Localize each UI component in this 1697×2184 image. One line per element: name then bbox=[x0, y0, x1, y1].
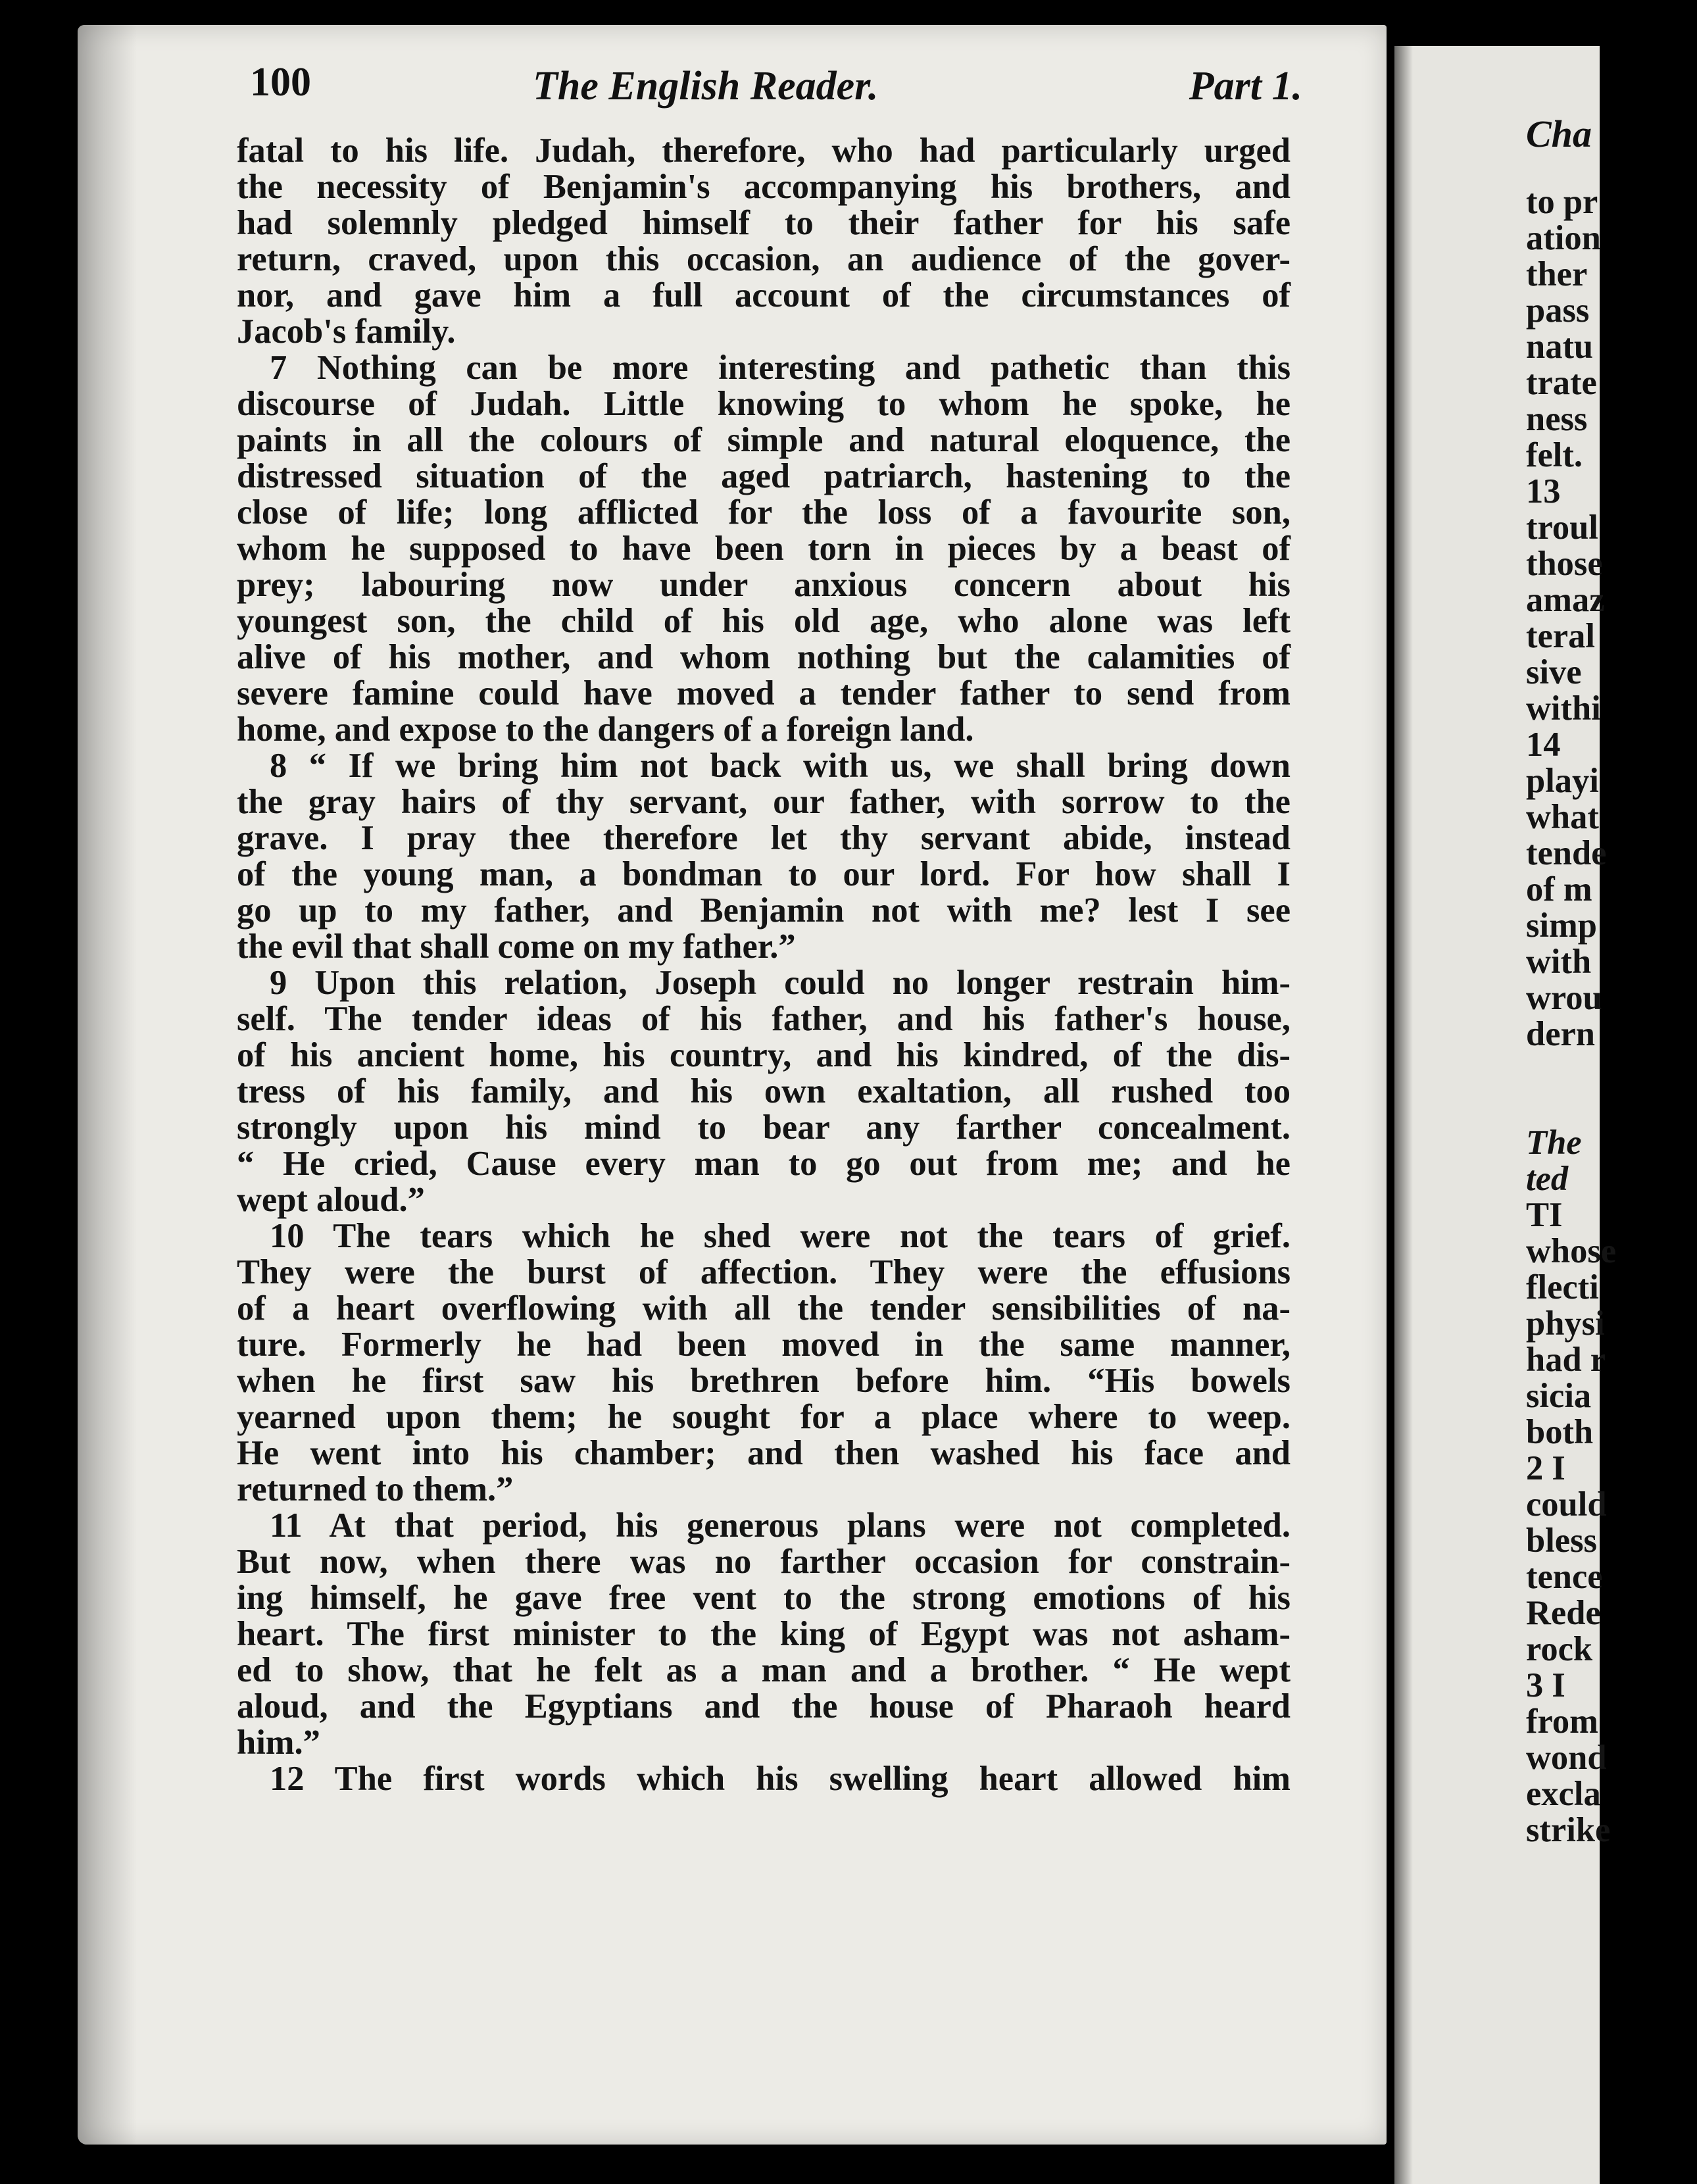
text-line: Jacob's family. bbox=[237, 312, 456, 351]
text-line: discourse of Judah. Little knowing to whom he spoke, he bbox=[237, 385, 1291, 423]
text-line: 13 bbox=[1526, 472, 1561, 510]
text-line: They were the burst of affection. They were the effusions bbox=[237, 1253, 1291, 1291]
text-line: alive of his mother, and whom nothing but the calamities of bbox=[237, 638, 1291, 676]
text-line: nor, and gave him a full account of the circumstances of bbox=[237, 276, 1291, 314]
text-line: prey; labouring now under anxious concern about his bbox=[237, 566, 1291, 604]
text-line: Rede bbox=[1526, 1594, 1601, 1632]
text-line: him.” bbox=[237, 1724, 320, 1762]
text-line: 9 Upon this relation, Joseph could no longer restrain him- bbox=[270, 964, 1291, 1002]
text-line: what bbox=[1526, 798, 1599, 836]
page-number: 100 bbox=[250, 60, 311, 105]
text-line: paints in all the colours of simple and natural eloquence, the bbox=[237, 421, 1291, 459]
text-line: felt. bbox=[1526, 436, 1583, 474]
text-line: excla bbox=[1526, 1775, 1601, 1813]
text-line: wept aloud.” bbox=[237, 1181, 425, 1219]
text-line: go up to my father, and Benjamin not with me? lest I see bbox=[237, 891, 1291, 930]
text-line: 14 bbox=[1526, 726, 1561, 764]
text-line: ness bbox=[1526, 400, 1588, 438]
text-line: dern bbox=[1526, 1015, 1595, 1053]
text-line: wrou bbox=[1526, 979, 1602, 1017]
text-line: distressed situation of the aged patriarch, hastening to the bbox=[237, 457, 1291, 495]
text-line: from bbox=[1526, 1702, 1598, 1741]
book-gutter bbox=[1387, 59, 1394, 2138]
section-heading-fragment: The bbox=[1526, 1124, 1582, 1162]
right-page-text bbox=[1526, 184, 1697, 1849]
body-text bbox=[237, 133, 1291, 1797]
text-line: aloud, and the Egyptians and the house of Pharaoh heard bbox=[237, 1687, 1291, 1725]
text-line: “ He cried, Cause every man to go out from me; and he bbox=[237, 1145, 1291, 1183]
text-line: of his ancient home, his country, and his kindred, of the dis- bbox=[237, 1036, 1291, 1074]
text-line: troul bbox=[1526, 509, 1598, 547]
text-line: physi bbox=[1526, 1304, 1605, 1343]
text-line: tress of his family, and his own exaltation, all rushed too bbox=[237, 1072, 1291, 1110]
running-title: The English Reader. bbox=[533, 64, 879, 109]
text-line: 10 The tears which he shed were not the tears of grief. bbox=[270, 1217, 1291, 1255]
text-line: 11 At that period, his generous plans were not completed. bbox=[270, 1506, 1291, 1545]
text-line: close of life; long afflicted for the loss of a favourite son, bbox=[237, 493, 1291, 532]
text-line: the evil that shall come on my father.” bbox=[237, 928, 796, 966]
text-line: bless bbox=[1526, 1522, 1597, 1560]
text-line: heart. The first minister to the king of Egypt was not asham- bbox=[237, 1615, 1291, 1653]
text-line: strongly upon his mind to bear any farther concealment. bbox=[237, 1108, 1291, 1147]
right-book-page bbox=[1394, 46, 1617, 2184]
text-line: 7 Nothing can be more interesting and pathetic than this bbox=[270, 349, 1291, 387]
section-heading-fragment: ted bbox=[1526, 1160, 1569, 1198]
text-line: self. The tender ideas of his father, and his father's house, bbox=[237, 1000, 1291, 1038]
text-line: ther bbox=[1526, 255, 1588, 293]
text-line: with bbox=[1526, 943, 1592, 981]
text-line: rock bbox=[1526, 1630, 1593, 1668]
text-line: sive bbox=[1526, 653, 1582, 691]
text-line: the gray hairs of thy servant, our father, with sorrow to the bbox=[237, 783, 1291, 821]
text-line: of a heart overflowing with all the tender sensibilities of na- bbox=[237, 1289, 1291, 1328]
text-line: pass bbox=[1526, 291, 1590, 330]
text-line: 8 “ If we bring him not back with us, we shall bring down bbox=[270, 747, 1291, 785]
text-line: 3 I bbox=[1526, 1666, 1565, 1704]
page-header bbox=[171, 59, 1302, 132]
text-line: ation bbox=[1526, 219, 1601, 257]
text-line: ing himself, he gave free vent to the strong emotions of his bbox=[237, 1579, 1291, 1617]
text-line: severe famine could have moved a tender father to send from bbox=[237, 674, 1291, 712]
text-line: tence bbox=[1526, 1558, 1603, 1596]
text-line: But now, when there was no farther occasion for constrain- bbox=[237, 1543, 1291, 1581]
text-line: of the young man, a bondman to our lord. For how shall I bbox=[237, 855, 1291, 893]
text-line: trate bbox=[1526, 364, 1597, 402]
section-gap bbox=[1526, 1053, 1697, 1089]
text-line: had r bbox=[1526, 1341, 1606, 1379]
text-line: tende bbox=[1526, 834, 1607, 872]
text-line: strike bbox=[1526, 1811, 1611, 1849]
text-line: 2 I bbox=[1526, 1449, 1565, 1487]
text-line: returned to them.” bbox=[237, 1470, 514, 1508]
text-line: 12 The first words which his swelling heart allowed him bbox=[270, 1760, 1291, 1798]
part-label: Part 1. bbox=[1189, 64, 1302, 109]
text-line: both bbox=[1526, 1413, 1594, 1451]
text-line: yearned upon them; he sought for a place where to weep. bbox=[237, 1398, 1291, 1436]
text-line: playi bbox=[1526, 762, 1599, 800]
text-line: natu bbox=[1526, 328, 1594, 366]
text-line: ture. Formerly he had been moved in the same manner, bbox=[237, 1326, 1291, 1364]
text-line: whose bbox=[1526, 1232, 1617, 1270]
text-line: flecti bbox=[1526, 1268, 1599, 1306]
text-line: those bbox=[1526, 545, 1603, 583]
text-line: ed to show, that he felt as a man and a brother. “ He wept bbox=[237, 1651, 1291, 1689]
text-line: could bbox=[1526, 1485, 1607, 1524]
text-line: home, and expose to the dangers of a foreign land. bbox=[237, 710, 974, 749]
text-line: the necessity of Benjamin's accompanying his brothers, and bbox=[237, 168, 1291, 206]
text-line: sicia bbox=[1526, 1377, 1592, 1415]
text-line: return, craved, upon this occasion, an audience of the gover- bbox=[237, 240, 1291, 278]
section-gap bbox=[1526, 1089, 1697, 1125]
text-line: wond bbox=[1526, 1739, 1607, 1777]
text-line: to pr bbox=[1526, 183, 1598, 221]
text-line: whom he supposed to have been torn in pieces by a beast of bbox=[237, 530, 1291, 568]
text-line: grave. I pray thee therefore let thy servant abide, instead bbox=[237, 819, 1291, 857]
text-line: had solemnly pledged himself to their father for his safe bbox=[237, 204, 1291, 242]
text-line: simp bbox=[1526, 906, 1597, 945]
text-line: He went into his chamber; and then washed his face and bbox=[237, 1434, 1291, 1472]
text-line: withi bbox=[1526, 689, 1601, 728]
text-line: fatal to his life. Judah, therefore, who had particularly urged bbox=[237, 132, 1291, 170]
text-line: youngest son, the child of his old age, who alone was left bbox=[237, 602, 1291, 640]
text-line: when he first saw his brethren before him. “His bowels bbox=[237, 1362, 1291, 1400]
text-line: teral bbox=[1526, 617, 1595, 655]
text-line: TI bbox=[1526, 1196, 1563, 1234]
right-page-header: Cha bbox=[1526, 112, 1592, 155]
text-line: amaz bbox=[1526, 581, 1605, 619]
text-line: of m bbox=[1526, 870, 1592, 908]
